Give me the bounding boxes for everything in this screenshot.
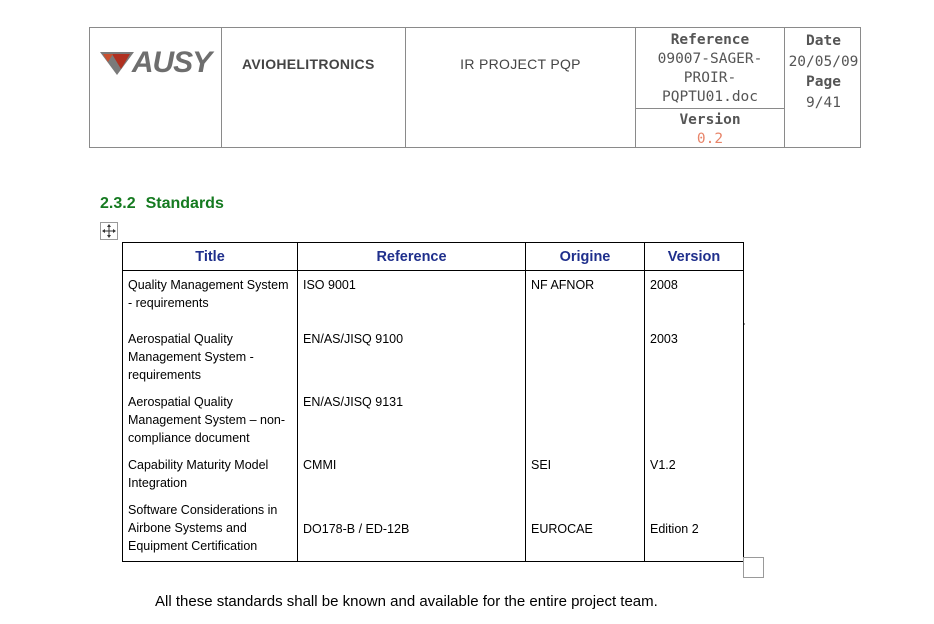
cell-origine[interactable]: EUROCAE — [526, 496, 645, 562]
cell-reference[interactable]: EN/AS/JISQ 9131 — [298, 388, 526, 451]
page-value: 9/41 — [806, 94, 841, 111]
reference-line-1: 09007-SAGER- — [657, 51, 763, 67]
body-paragraph: All these standards shall be known and available for the entire project team. — [155, 593, 658, 610]
section-heading — [100, 195, 224, 213]
reference-box — [636, 28, 784, 108]
cell-title[interactable]: Aerospatial Quality Management System - requirements — [123, 325, 298, 388]
cell-title[interactable]: Quality Management System - requirements — [123, 271, 298, 325]
column-header-origine: Origine — [526, 243, 645, 271]
date-value: 20/05/09 — [788, 53, 859, 70]
cell-origine[interactable] — [526, 388, 645, 451]
reference-cell — [636, 28, 785, 147]
cell-reference[interactable]: CMMI — [298, 451, 526, 496]
column-header-version: Version — [645, 243, 744, 271]
cell-reference[interactable]: EN/AS/JISQ 9100 — [298, 325, 526, 388]
cell-version[interactable]: V1.2 — [645, 451, 744, 496]
table-row — [123, 451, 744, 496]
document-header — [89, 27, 861, 148]
table-row — [123, 271, 744, 325]
cell-version[interactable]: 2008 — [645, 271, 744, 325]
table-header-row — [123, 243, 744, 271]
standards-table — [122, 242, 744, 562]
table-row — [123, 325, 744, 388]
version-value: 0.2 — [696, 131, 724, 147]
cell-origine[interactable] — [526, 325, 645, 388]
cell-origine[interactable]: NF AFNOR — [526, 271, 645, 325]
page-label: Page — [806, 74, 841, 90]
cell-version[interactable]: Edition 2 — [645, 496, 744, 562]
logo-cell — [90, 28, 222, 147]
company-cell — [222, 28, 406, 147]
section-title: Standards — [145, 195, 224, 212]
reference-label: Reference — [670, 32, 750, 48]
section-number: 2.3.2 — [100, 195, 136, 212]
cell-version[interactable]: 2003 — [645, 325, 744, 388]
cell-title[interactable]: Software Considerations in Airbone Systems and Equipment Certification — [123, 496, 298, 562]
company-name: AVIOHELITRONICS — [242, 56, 375, 72]
cell-title[interactable]: Capability Maturity Model Integration — [123, 451, 298, 496]
date-label: Date — [806, 33, 841, 49]
cell-title[interactable]: Aerospatial Quality Management System – non-compliance document — [123, 388, 298, 451]
move-arrows-icon — [102, 224, 116, 238]
table-row — [123, 496, 744, 562]
cell-reference[interactable]: DO178-B / ED-12B — [298, 496, 526, 562]
end-of-row-mark — [744, 323, 745, 325]
cell-version[interactable] — [645, 388, 744, 451]
column-header-title: Title — [123, 243, 298, 271]
table-resize-handle[interactable] — [743, 557, 764, 578]
ausy-logo-icon — [100, 50, 134, 76]
version-box — [636, 108, 784, 149]
column-header-reference: Reference — [298, 243, 526, 271]
date-page-cell — [785, 28, 862, 147]
reference-line-2: PROIR- — [683, 70, 737, 86]
table-move-handle-icon[interactable] — [100, 222, 118, 240]
cell-origine[interactable]: SEI — [526, 451, 645, 496]
logo-text: AUSY — [131, 45, 212, 79]
cell-reference[interactable]: ISO 9001 — [298, 271, 526, 325]
table-row — [123, 388, 744, 451]
reference-line-3: PQPTU01.doc — [661, 89, 759, 105]
version-label: Version — [679, 112, 741, 128]
project-name: IR PROJECT PQP — [460, 56, 581, 72]
project-cell — [406, 28, 636, 147]
